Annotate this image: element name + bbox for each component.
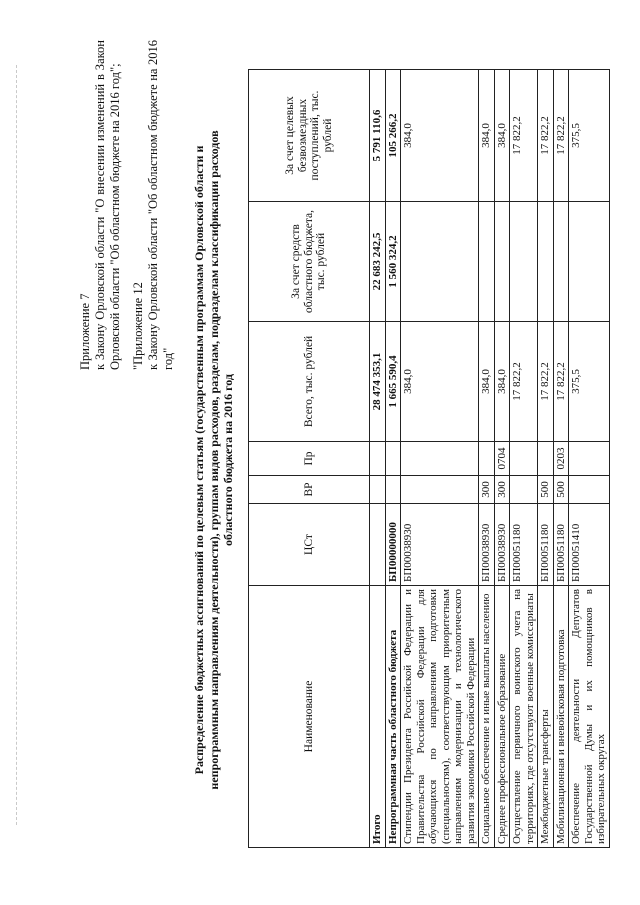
cell-total: 17 822,2	[553, 322, 569, 442]
cell-regional: 1 560 324,2	[385, 202, 401, 322]
cell-pr	[479, 442, 495, 476]
cell-name: Стипендии Президента Российской Федерации и Правительства Российской Федерации для обучающихся по направлениям подготовки (специальностям), соответствующим приоритетным направлениям модернизации и технологического развития экономики Российской Федерации	[401, 586, 479, 848]
cell-vr: 300	[479, 476, 495, 504]
annex-label: Приложение 7	[78, 293, 92, 370]
table-row	[538, 70, 554, 848]
cell-name: Среднее профессиональное образование	[494, 586, 510, 848]
cell-csr: БП00038930	[401, 504, 479, 586]
cell-vr	[401, 476, 479, 504]
cell-regional	[538, 202, 554, 322]
cell-federal: 384,0	[494, 70, 510, 202]
cell-pr	[510, 442, 538, 476]
cell-federal: 105 266,2	[385, 70, 401, 202]
cell-name: Итого	[370, 586, 386, 848]
cell-pr	[538, 442, 554, 476]
cell-pr	[370, 442, 386, 476]
cell-total: 375,5	[569, 322, 610, 442]
scan-edge-line	[16, 65, 17, 825]
cell-name: Межбюджетные трансферты	[538, 586, 554, 848]
cell-pr	[569, 442, 610, 476]
cell-name: Непрограммная часть областного бюджета	[385, 586, 401, 848]
cell-vr: 500	[553, 476, 569, 504]
column-header-regional: За счет средств областного бюджета, тыс. рублей	[249, 202, 370, 322]
table-row	[494, 70, 510, 848]
sub-annex-label: "Приложение 12	[131, 282, 145, 370]
cell-vr	[370, 476, 386, 504]
column-header-pr: Пр	[249, 442, 370, 476]
cell-csr: БП00051180	[538, 504, 554, 586]
cell-regional	[494, 202, 510, 322]
sub-annex-text: к Закону Орловской области "Об областном бюджете на 2016 год"	[146, 40, 175, 370]
cell-total: 384,0	[401, 322, 479, 442]
cell-total: 384,0	[494, 322, 510, 442]
column-header-name: Наименование	[249, 586, 370, 848]
table-row	[385, 70, 401, 848]
cell-vr	[510, 476, 538, 504]
cell-name: Обеспечение деятельности Депутатов Государственной Думы и их помощников в избирательных округах	[569, 586, 610, 848]
cell-csr: БП00051410	[569, 504, 610, 586]
cell-federal: 384,0	[401, 70, 479, 202]
cell-federal: 17 822,2	[538, 70, 554, 202]
document-title: Распределение бюджетных ассигнований по целевым статьям (государственным программам Орловской области и непрограммным направлениям деятельности), группам видов расходов, разделам, подразделам классификации расходов областного бюджета на 2016 год	[192, 130, 235, 790]
table-body	[370, 70, 610, 848]
cell-regional: 22 683 242,5	[370, 202, 386, 322]
cell-regional	[569, 202, 610, 322]
budget-table-wrapper	[248, 70, 610, 848]
cell-federal: 17 822,2	[553, 70, 569, 202]
cell-regional	[401, 202, 479, 322]
cell-regional	[479, 202, 495, 322]
column-header-csr: ЦСт	[249, 504, 370, 586]
table-row	[370, 70, 386, 848]
cell-federal: 5 791 110,6	[370, 70, 386, 202]
cell-pr	[385, 442, 401, 476]
annex-header	[78, 40, 176, 370]
cell-federal: 17 822,2	[510, 70, 538, 202]
column-header-total: Всего, тыс. рублей	[249, 322, 370, 442]
cell-csr: БП00000000	[385, 504, 401, 586]
table-row	[479, 70, 495, 848]
table-row	[553, 70, 569, 848]
cell-pr: 0704	[494, 442, 510, 476]
cell-csr: БП00038930	[494, 504, 510, 586]
cell-regional	[510, 202, 538, 322]
cell-vr	[569, 476, 610, 504]
table-header-row	[249, 70, 370, 848]
table-row	[510, 70, 538, 848]
cell-total: 17 822,2	[510, 322, 538, 442]
column-header-vr: ВР	[249, 476, 370, 504]
cell-name: Мобилизационная и вневойсковая подготовка	[553, 586, 569, 848]
cell-total: 17 822,2	[538, 322, 554, 442]
cell-csr: БП00051180	[553, 504, 569, 586]
cell-name: Социальное обеспечение и иные выплаты населению	[479, 586, 495, 848]
cell-name: Осуществление первичного воинского учета на территориях, где отсутствуют военные комиссариаты	[510, 586, 538, 848]
cell-federal: 375,5	[569, 70, 610, 202]
cell-total: 28 474 353,1	[370, 322, 386, 442]
column-header-federal: За счет целевых безвозмездных поступлений, тыс. рублей	[249, 70, 370, 202]
cell-pr	[401, 442, 479, 476]
cell-vr	[385, 476, 401, 504]
cell-total: 384,0	[479, 322, 495, 442]
cell-total: 1 665 590,4	[385, 322, 401, 442]
cell-csr: БП00038930	[479, 504, 495, 586]
cell-regional	[553, 202, 569, 322]
cell-pr: 0203	[553, 442, 569, 476]
table-row	[401, 70, 479, 848]
cell-vr: 500	[538, 476, 554, 504]
table-row	[569, 70, 610, 848]
cell-vr: 300	[494, 476, 510, 504]
annex-text: к Закону Орловской области "О внесении изменений в Закон Орловской области "Об областном бюджете на 2016 год";	[93, 40, 122, 370]
cell-csr	[370, 504, 386, 586]
cell-federal: 384,0	[479, 70, 495, 202]
budget-table	[248, 69, 610, 848]
cell-csr: БП00051180	[510, 504, 538, 586]
